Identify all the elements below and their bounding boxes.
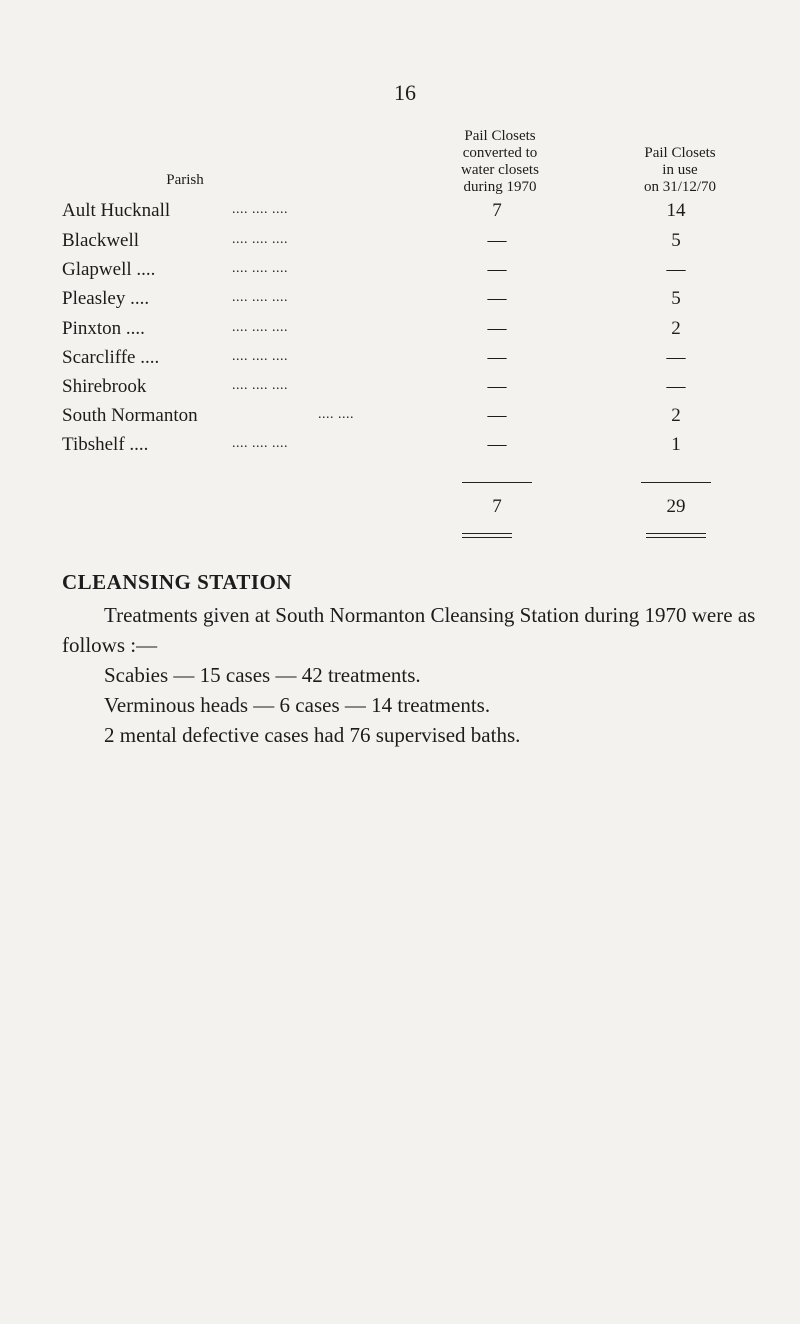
header-converted-line: Pail Closets: [464, 128, 536, 144]
double-rule: [646, 537, 706, 538]
page-number: 16: [394, 80, 416, 105]
parish-name: Glapwell ....: [62, 259, 156, 280]
sum-rule: [641, 482, 711, 483]
converted-value: —: [487, 288, 507, 309]
in-use-value: 1: [671, 434, 681, 455]
parish-name: Ault Hucknall: [62, 200, 171, 221]
converted-value: —: [487, 318, 507, 339]
section-title: CLEANSING STATION: [62, 570, 293, 594]
treatment-line: Verminous heads — 6 cases — 14 treatments.: [104, 693, 491, 717]
sum-rule: [462, 482, 532, 483]
total-in-use: 29: [666, 496, 686, 517]
intro-paragraph: Treatments given at South Normanton Cleansing Station during 1970 were as follows :—: [62, 603, 756, 657]
leader-dots: .... .... ....: [232, 232, 288, 247]
header-in-use-line: on 31/12/70: [643, 179, 717, 195]
table-row: [0, 200, 800, 230]
table-row: [0, 288, 800, 318]
leader-dots: .... .... ....: [232, 202, 288, 217]
table-row: [0, 347, 800, 377]
header-in-use: [600, 145, 760, 196]
table-row: [0, 434, 800, 464]
in-use-value: 2: [671, 318, 681, 339]
in-use-value: 5: [671, 230, 681, 251]
leader-dots: .... .... ....: [232, 436, 288, 451]
leader-dots: .... ....: [318, 407, 354, 422]
double-rule: [646, 533, 706, 534]
parish-name: South Normanton: [62, 405, 198, 426]
treatment-line: 2 mental defective cases had 76 supervised baths.: [104, 723, 521, 747]
header-parish: [130, 172, 240, 189]
converted-value: —: [487, 434, 507, 455]
in-use-value: 14: [666, 200, 686, 221]
in-use-value: —: [666, 347, 686, 368]
parish-name: Blackwell: [62, 230, 140, 251]
table-row: [0, 318, 800, 348]
in-use-value: 5: [671, 288, 681, 309]
in-use-value: 2: [671, 405, 681, 426]
header-converted-line: converted to: [462, 145, 538, 161]
header-converted-line: during 1970: [463, 179, 537, 195]
header-in-use-line: in use: [662, 162, 698, 178]
treatment-line: Scabies — 15 cases — 42 treatments.: [104, 663, 421, 687]
leader-dots: .... .... ....: [232, 320, 288, 335]
double-rule: [462, 537, 512, 538]
table-row: [0, 376, 800, 406]
double-rule: [462, 533, 512, 534]
leader-dots: .... .... ....: [232, 290, 288, 305]
total-converted: 7: [492, 496, 502, 517]
parish-name: Scarcliffe ....: [62, 347, 160, 368]
converted-value: —: [487, 376, 507, 397]
table-row: [0, 405, 800, 435]
header-parish-line: Parish: [166, 172, 204, 188]
converted-value: —: [487, 259, 507, 280]
converted-value: —: [487, 347, 507, 368]
leader-dots: .... .... ....: [232, 261, 288, 276]
converted-value: —: [487, 405, 507, 426]
parish-name: Pleasley ....: [62, 288, 150, 309]
header-converted: [410, 128, 590, 196]
converted-value: 7: [492, 200, 502, 221]
table-row: [0, 230, 800, 260]
header-converted-line: water closets: [461, 162, 539, 178]
leader-dots: .... .... ....: [232, 349, 288, 364]
header-in-use-line: Pail Closets: [644, 145, 716, 161]
in-use-value: —: [666, 259, 686, 280]
parish-name: Tibshelf ....: [62, 434, 149, 455]
parish-name: Pinxton ....: [62, 318, 145, 339]
leader-dots: .... .... ....: [232, 378, 288, 393]
parish-name: Shirebrook: [62, 376, 147, 397]
converted-value: —: [487, 230, 507, 251]
in-use-value: —: [666, 376, 686, 397]
table-row: [0, 259, 800, 289]
